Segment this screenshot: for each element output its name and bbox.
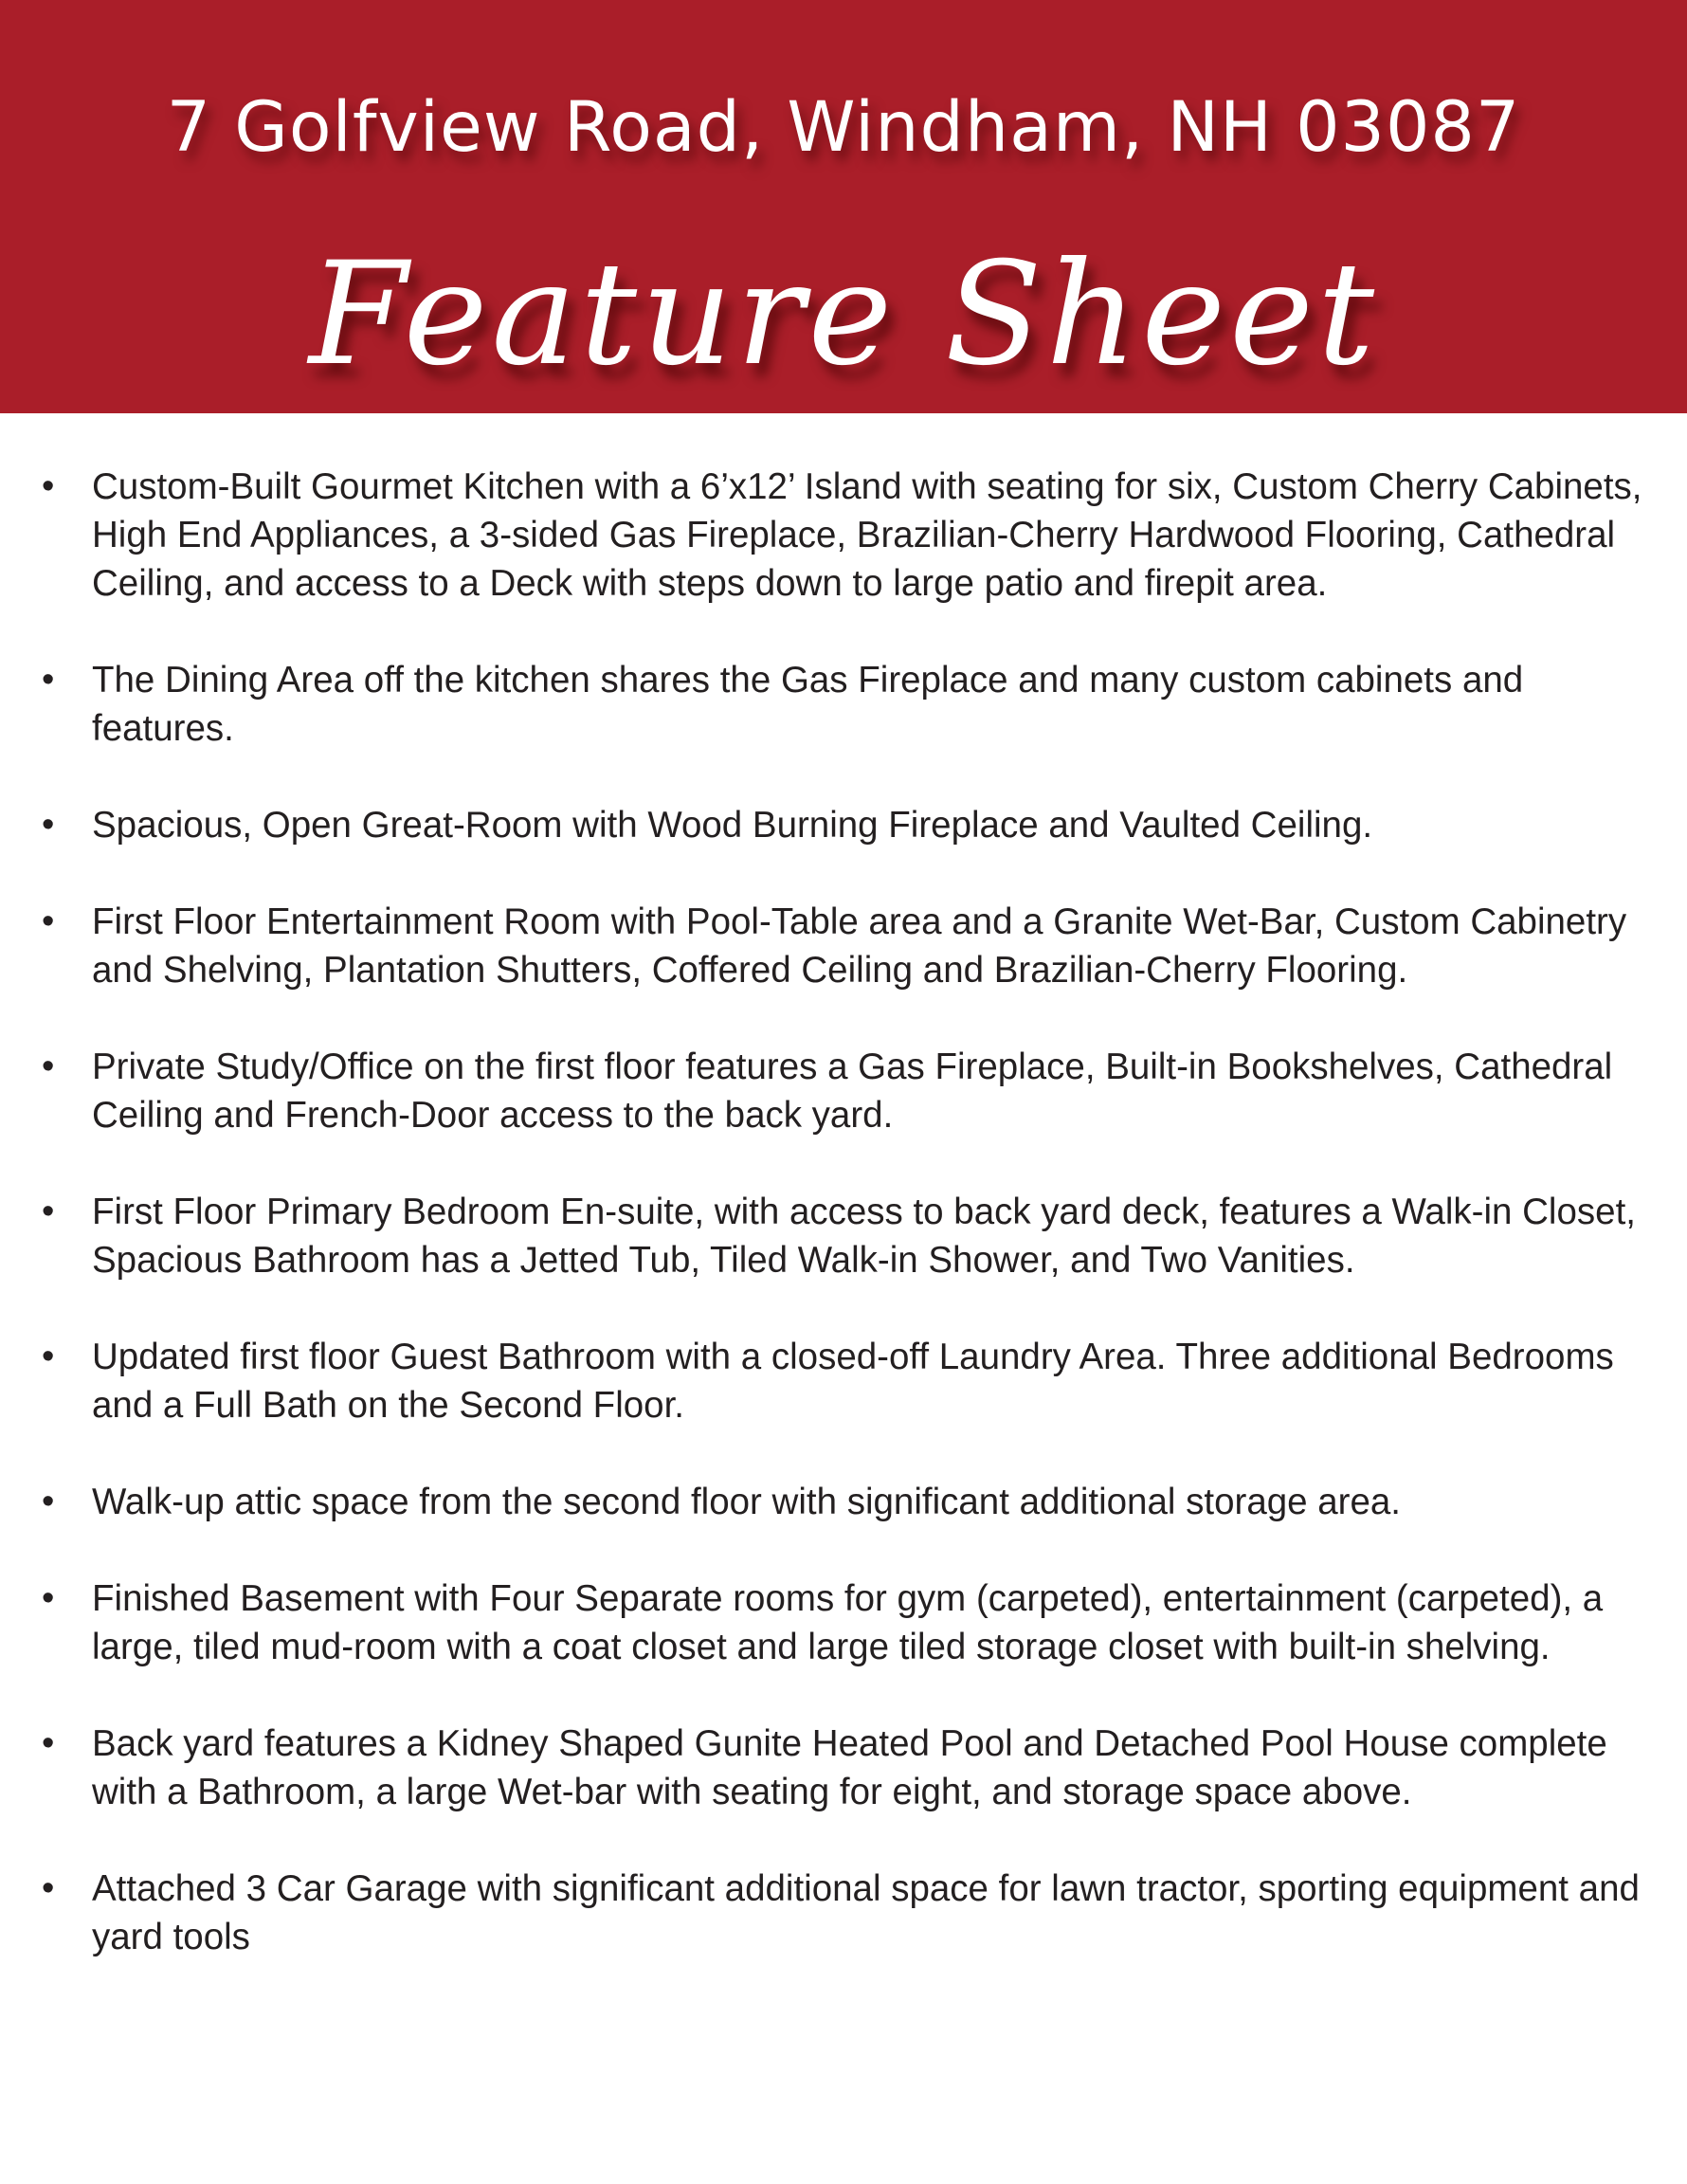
feature-text: Custom-Built Gourmet Kitchen with a 6’x12’ Island with seating for six, Custom Cherry Cabinets, High End Appliances, a 3-sided Gas Fireplace, Brazilian-Cherry Hardwood Flooring, Cathedral Ceiling, and access to a Deck with steps down to large patio and firepit area. [92, 466, 1642, 604]
feature-item [0, 1188, 1687, 1284]
feature-item [0, 1043, 1687, 1139]
header-banner [0, 0, 1687, 413]
bullet-icon: • [42, 805, 55, 845]
feature-text: Updated first floor Guest Bathroom with a closed-off Laundry Area. Three additional Bedrooms and a Full Bath on the Second Floor. [92, 1337, 1614, 1426]
feature-item [0, 463, 1687, 608]
bullet-icon: • [42, 660, 55, 700]
property-address: 7 Golfview Road, Windham, NH 03087 [166, 87, 1521, 168]
bullet-icon: • [42, 1868, 55, 1908]
feature-text: The Dining Area off the kitchen shares the Gas Fireplace and many custom cabinets and features. [92, 660, 1524, 749]
feature-text: Finished Basement with Four Separate rooms for gym (carpeted), entertainment (carpeted), a large, tiled mud-room with a coat closet and large tiled storage closet with built-in shelving. [92, 1578, 1604, 1667]
feature-text: First Floor Entertainment Room with Pool-Table area and a Granite Wet-Bar, Custom Cabinetry and Shelving, Plantation Shutters, Coffered Ceiling and Brazilian-Cherry Flooring. [92, 901, 1627, 991]
bullet-icon: • [42, 901, 55, 941]
feature-text: Spacious, Open Great-Room with Wood Burning Fireplace and Vaulted Ceiling. [92, 805, 1373, 846]
feature-text: Walk-up attic space from the second floor with significant additional storage area. [92, 1482, 1401, 1522]
bullet-icon: • [42, 1046, 55, 1086]
page-title: Feature Sheet [308, 232, 1379, 397]
feature-text: Private Study/Office on the first floor features a Gas Fireplace, Built-in Bookshelves, Cathedral Ceiling and French-Door access to the back yard. [92, 1046, 1613, 1136]
feature-item [0, 898, 1687, 994]
feature-item [0, 1478, 1687, 1526]
bullet-icon: • [42, 1482, 55, 1521]
bullet-icon: • [42, 466, 55, 506]
feature-item [0, 1574, 1687, 1671]
feature-item [0, 1720, 1687, 1816]
feature-item [0, 656, 1687, 753]
bullet-icon: • [42, 1578, 55, 1618]
feature-text: Back yard features a Kidney Shaped Gunite Heated Pool and Detached Pool House complete with a Bathroom, a large Wet-bar with seating for eight, and storage space above. [92, 1723, 1607, 1812]
feature-text: Attached 3 Car Garage with significant additional space for lawn tractor, sporting equipment and yard tools [92, 1868, 1640, 1957]
feature-text: First Floor Primary Bedroom En-suite, with access to back yard deck, features a Walk-in Closet, Spacious Bathroom has a Jetted Tub, Tiled Walk-in Shower, and Two Vanities. [92, 1192, 1636, 1281]
feature-list [0, 463, 1687, 2010]
feature-item [0, 1333, 1687, 1429]
feature-item [0, 801, 1687, 849]
feature-item [0, 1865, 1687, 1961]
bullet-icon: • [42, 1337, 55, 1376]
bullet-icon: • [42, 1723, 55, 1763]
bullet-icon: • [42, 1192, 55, 1231]
